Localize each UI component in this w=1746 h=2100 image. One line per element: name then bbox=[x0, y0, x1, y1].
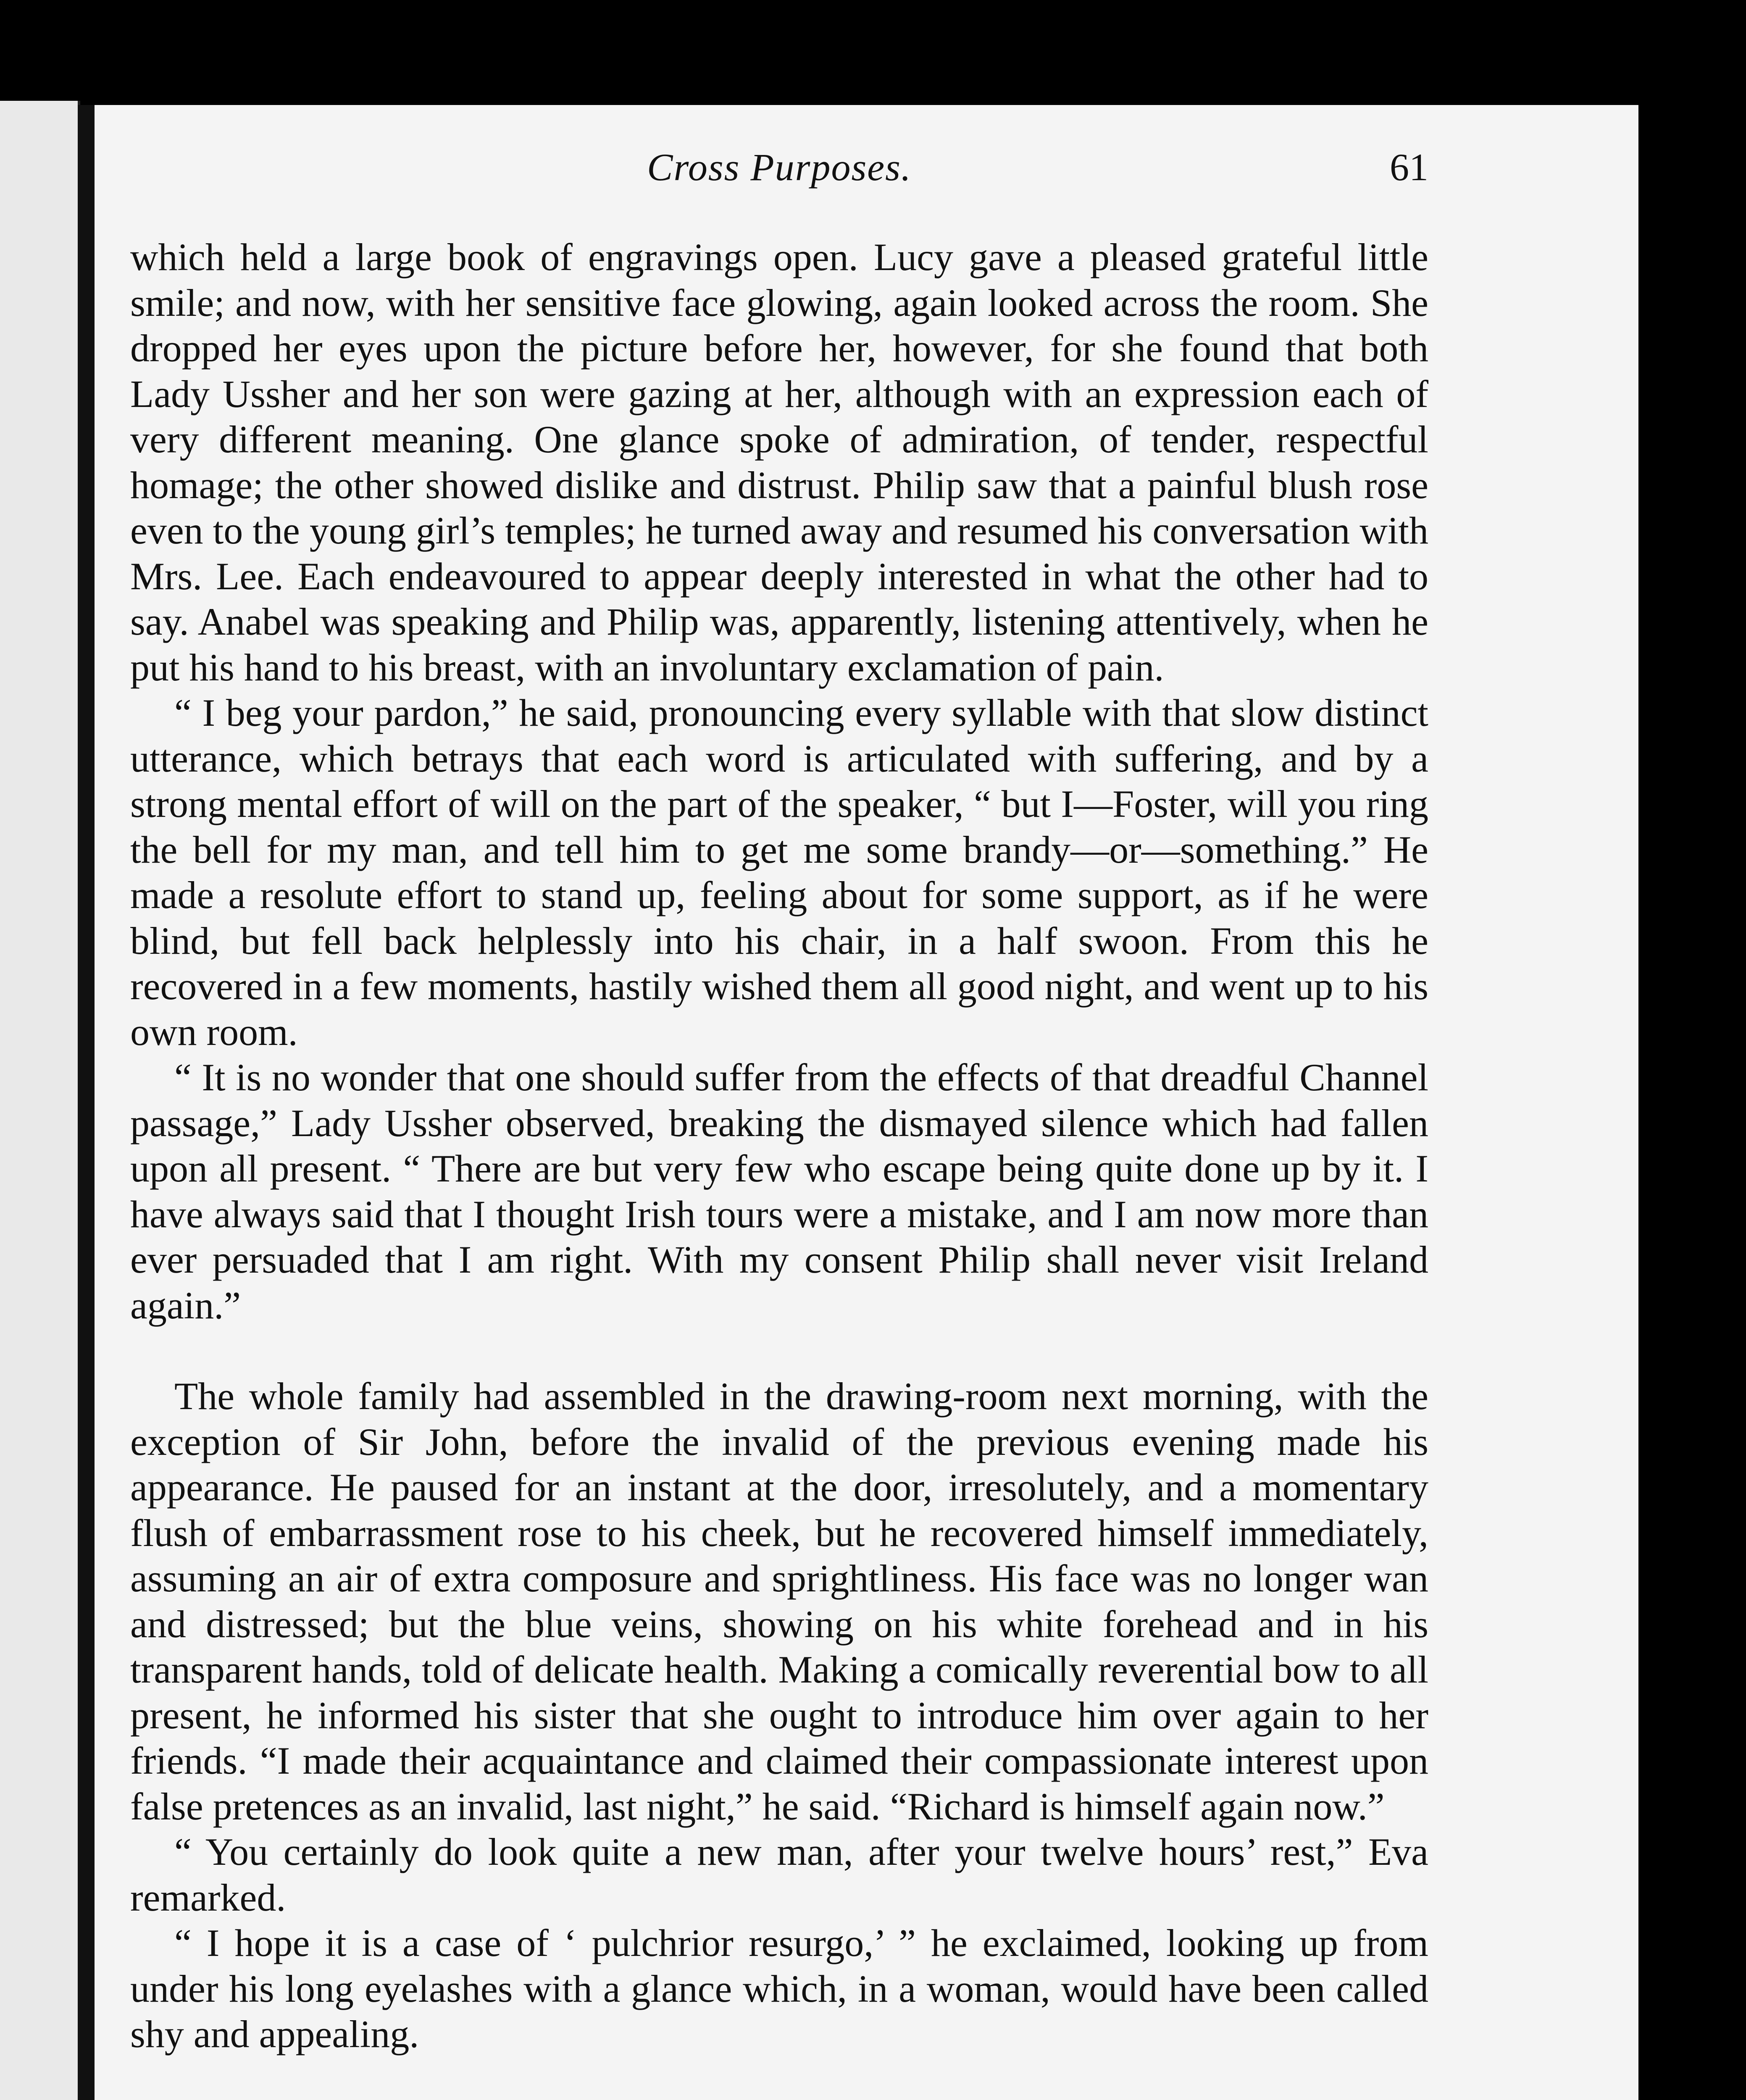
facing-page-edge bbox=[0, 101, 80, 2100]
body-text bbox=[130, 234, 1428, 2057]
paragraph-5: “ You certainly do look quite a new man, after your twelve hours’ rest,” Eva remarked. bbox=[130, 1830, 1428, 1919]
paragraph-1: which held a large book of engravings open. Lucy gave a pleased grateful little smile; and now, with her sensitive face glowing, again looked across the room. She dropped her eyes upon the picture before her, however, for she found that both Lady Ussher and her son were gazing at her, although with an expression each of very different meaning. One glance spoke of admiration, of tender, respectful homage; the other showed dislike and distrust. Philip saw that a painful blush rose even to the young girl’s temples; he turned away and resumed his conversation with Mrs. Lee. Each endeavoured to appear deeply interested in what the other had to say. Anabel was speaking and Philip was, apparently, listening attentively, when he put his hand to his breast, with an involuntary exclamation of pain. bbox=[130, 236, 1428, 689]
page-number: 61 bbox=[1390, 146, 1428, 189]
page-header bbox=[130, 145, 1428, 212]
book-spine bbox=[78, 105, 95, 2100]
paragraph-2: “ I beg your pardon,” he said, pronouncing every syllable with that slow distinct utterance, which betrays that each word is articulated with suffering, and by a strong mental effort of will on the part of the speaker, “ but I—Foster, will you ring the bell for my man, and tell him to get me some brandy—or—something.” He made a resolute effort to stand up, feeling about for some support, as if he were blind, but fell back helplessly into his chair, in a half swoon. From this he recovered in a few moments, hastily wished them all good night, and went up to his own room. bbox=[130, 691, 1428, 1053]
paragraph-6: “ I hope it is a case of ‘ pulchrior resurgo,’ ” he exclaimed, looking up from under his long eyelashes with a glance which, in a woman, would have been called shy and appealing. bbox=[130, 1922, 1428, 2055]
section-break bbox=[130, 1328, 1428, 1373]
paragraph-3: “ It is no wonder that one should suffer from the effects of that dreadful Channel passage,” Lady Ussher observed, breaking the dismayed silence which had fallen upon all present. “ There are but very few who escape being quite done up by it. I have always said that I thought Irish tours were a mistake, and I am now more than ever persuaded that I am right. With my consent Philip shall never visit Ireland again.” bbox=[130, 1056, 1428, 1327]
running-title: Cross Purposes. bbox=[647, 146, 912, 189]
paragraph-4: The whole family had assembled in the drawing-room next morning, with the exception of Sir John, before the invalid of the previous evening made his appearance. He paused for an instant at the door, irresolutely, and a momentary flush of embarrassment rose to his cheek, but he recovered himself immediately, assuming an air of extra composure and sprightliness. His face was no longer wan and distressed; but the blue veins, showing on his white forehead and in his transparent hands, told of delicate health. Making a comically reverential bow to all present, he informed his sister that she ought to introduce him over again to her friends. “I made their acquaintance and claimed their compassionate interest upon false pretences as an invalid, last night,” he said. “Richard is himself again now.” bbox=[130, 1375, 1428, 1828]
